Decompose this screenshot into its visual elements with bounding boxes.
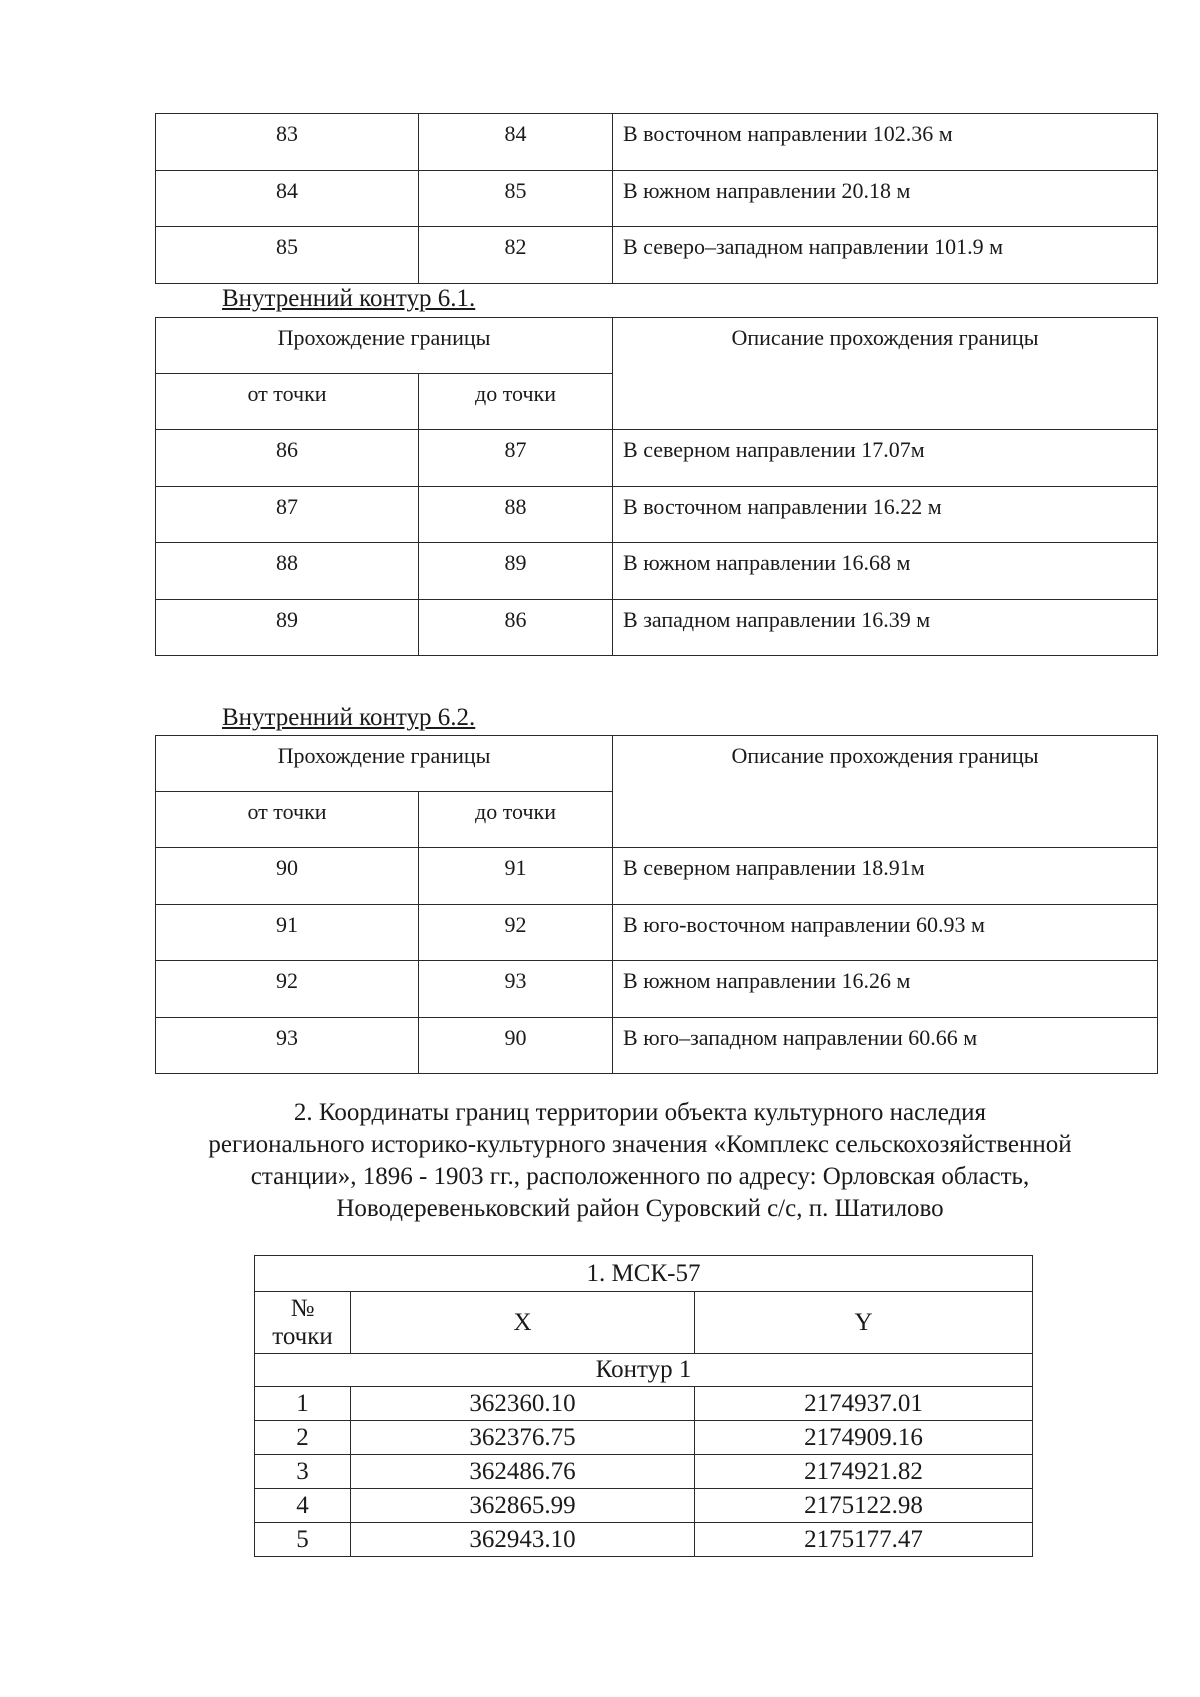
table-row — [156, 600, 1158, 656]
header-from: от точки — [156, 792, 419, 848]
header-passage: Прохождение границы — [156, 318, 613, 374]
to-point: 88 — [419, 487, 613, 543]
contour-6-1-caption: Внутренний контур 6.1. — [222, 285, 476, 312]
section-2-line: станции», 1896 - 1903 гг., расположенного по адресу: Орловская область, — [250, 1163, 1030, 1190]
table-row — [156, 543, 1158, 600]
table-title-row — [255, 1256, 1033, 1292]
from-point: 86 — [156, 430, 419, 487]
contour-6-1-table — [155, 317, 1158, 656]
from-point: 91 — [156, 905, 419, 961]
from-point: 92 — [156, 961, 419, 1018]
header-x: X — [351, 1292, 695, 1354]
from-point: 83 — [156, 114, 419, 171]
section-2-line: регионального историко-культурного значения «Комплекс сельскохозяйственной — [208, 1131, 1072, 1158]
to-point: 90 — [419, 1018, 613, 1074]
from-point: 88 — [156, 543, 419, 600]
from-point: 87 — [156, 487, 419, 543]
to-point: 85 — [419, 171, 613, 227]
boundary-description: В северном направлении 18.91м — [613, 848, 1158, 905]
header-point-number — [255, 1292, 351, 1354]
coord-y: 2174909.16 — [695, 1421, 1033, 1455]
boundary-description: В южном направлении 16.68 м — [613, 543, 1158, 600]
point-number: 2 — [255, 1421, 351, 1455]
boundary-description: В восточном направлении 102.36 м — [613, 114, 1158, 171]
from-point: 85 — [156, 227, 419, 284]
from-point: 89 — [156, 600, 419, 656]
boundary-description: В северном направлении 17.07м — [613, 430, 1158, 487]
contour-6-2-table — [155, 735, 1158, 1074]
section-2-title — [140, 1097, 1140, 1225]
boundary-description: В южном направлении 20.18 м — [613, 171, 1158, 227]
section-2-line: 2. Координаты границ территории объекта культурного наследия — [293, 1099, 987, 1126]
contour-label: Контур 1 — [255, 1354, 1033, 1387]
table-header-row — [156, 318, 1158, 374]
from-point: 84 — [156, 171, 419, 227]
header-num-label: точки — [272, 1322, 333, 1350]
contour-label-row — [255, 1354, 1033, 1387]
table-row — [255, 1523, 1033, 1557]
to-point: 91 — [419, 848, 613, 905]
coordinates-table — [254, 1255, 1033, 1557]
to-point: 93 — [419, 961, 613, 1018]
boundary-description: В южном направлении 16.26 м — [613, 961, 1158, 1018]
to-point: 87 — [419, 430, 613, 487]
table-row — [156, 114, 1158, 171]
table-header-row — [156, 736, 1158, 792]
table-row — [156, 227, 1158, 284]
to-point: 82 — [419, 227, 613, 284]
coord-x: 362486.76 — [351, 1455, 695, 1489]
to-point: 86 — [419, 600, 613, 656]
header-description: Описание прохождения границы — [613, 736, 1158, 848]
header-num-symbol: № — [290, 1294, 315, 1322]
header-to: до точки — [419, 792, 613, 848]
from-point: 90 — [156, 848, 419, 905]
table-row — [156, 171, 1158, 227]
point-number: 5 — [255, 1523, 351, 1557]
table-row — [255, 1387, 1033, 1421]
header-y: Y — [695, 1292, 1033, 1354]
table-row — [156, 1018, 1158, 1074]
table-row — [156, 961, 1158, 1018]
table-row — [255, 1455, 1033, 1489]
coord-y: 2174937.01 — [695, 1387, 1033, 1421]
table-row — [156, 848, 1158, 905]
contour-6-2-caption: Внутренний контур 6.2. — [222, 704, 476, 731]
section-2-line: Новодеревеньковский район Суровский с/с, п. Шатилово — [336, 1195, 944, 1222]
coord-x: 362865.99 — [351, 1489, 695, 1523]
point-number: 4 — [255, 1489, 351, 1523]
boundary-table-top — [155, 113, 1158, 284]
coord-y: 2175177.47 — [695, 1523, 1033, 1557]
table-row — [156, 430, 1158, 487]
boundary-description: В юго–западном направлении 60.66 м — [613, 1018, 1158, 1074]
boundary-description: В северо–западном направлении 101.9 м — [613, 227, 1158, 284]
point-number: 1 — [255, 1387, 351, 1421]
coord-x: 362376.75 — [351, 1421, 695, 1455]
from-point: 93 — [156, 1018, 419, 1074]
table-row — [156, 487, 1158, 543]
coordinate-system-title: 1. МСК-57 — [255, 1256, 1033, 1292]
coord-y: 2174921.82 — [695, 1455, 1033, 1489]
boundary-description: В западном направлении 16.39 м — [613, 600, 1158, 656]
coord-x: 362943.10 — [351, 1523, 695, 1557]
table-row — [156, 905, 1158, 961]
to-point: 84 — [419, 114, 613, 171]
to-point: 92 — [419, 905, 613, 961]
header-from: от точки — [156, 374, 419, 430]
coord-y: 2175122.98 — [695, 1489, 1033, 1523]
table-row — [255, 1421, 1033, 1455]
boundary-description: В восточном направлении 16.22 м — [613, 487, 1158, 543]
header-to: до точки — [419, 374, 613, 430]
table-row — [255, 1489, 1033, 1523]
header-passage: Прохождение границы — [156, 736, 613, 792]
boundary-description: В юго-восточном направлении 60.93 м — [613, 905, 1158, 961]
point-number: 3 — [255, 1455, 351, 1489]
table-header-row — [255, 1292, 1033, 1354]
to-point: 89 — [419, 543, 613, 600]
header-description: Описание прохождения границы — [613, 318, 1158, 430]
coord-x: 362360.10 — [351, 1387, 695, 1421]
